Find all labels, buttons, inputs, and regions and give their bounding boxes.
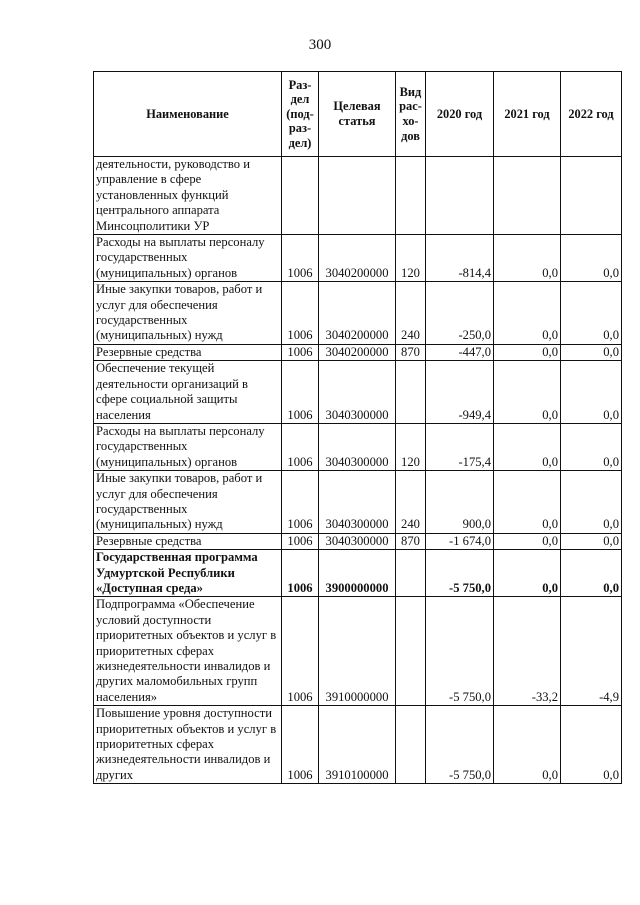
table-row (94, 471, 622, 534)
cell-name: Иные закупки товаров, работ и услуг для обеспечения государственных (муниципальных) нужд (94, 471, 282, 534)
cell-2020: -5 750,0 (426, 706, 494, 784)
cell-2020: -447,0 (426, 344, 494, 360)
cell-2020: -250,0 (426, 282, 494, 345)
cell-name: Расходы на выплаты персоналу государственных (муниципальных) органов (94, 423, 282, 470)
cell-section: 1006 (282, 550, 319, 597)
cell-2022: 0,0 (561, 361, 622, 424)
cell-2022: 0,0 (561, 471, 622, 534)
cell-expense: 120 (396, 235, 426, 282)
cell-section: 1006 (282, 533, 319, 549)
table-row (94, 423, 622, 470)
cell-section: 1006 (282, 235, 319, 282)
header-target: Целевая статья (319, 72, 396, 157)
cell-target: 3040300000 (319, 533, 396, 549)
cell-name: Повышение уровня доступности приоритетных объектов и услуг в приоритетных сферах жизнедеятельности инвалидов и других (94, 706, 282, 784)
cell-2022: 0,0 (561, 706, 622, 784)
table-row (94, 533, 622, 549)
table-row (94, 157, 622, 235)
cell-2022: 0,0 (561, 533, 622, 549)
table-row (94, 706, 622, 784)
cell-target: 3040300000 (319, 423, 396, 470)
cell-2021: 0,0 (494, 235, 561, 282)
cell-target: 3900000000 (319, 550, 396, 597)
cell-expense (396, 157, 426, 235)
table-row (94, 344, 622, 360)
cell-target (319, 157, 396, 235)
cell-2022 (561, 157, 622, 235)
cell-2021: 0,0 (494, 471, 561, 534)
cell-2021: -33,2 (494, 597, 561, 706)
page-number: 300 (308, 37, 332, 53)
cell-expense: 240 (396, 471, 426, 534)
table-body (94, 157, 622, 784)
cell-2021 (494, 157, 561, 235)
cell-2022: -4,9 (561, 597, 622, 706)
header-name: Наименование (94, 72, 282, 157)
header-expense: Вид рас- хо- дов (396, 72, 426, 157)
cell-target: 3040200000 (319, 344, 396, 360)
cell-2022: 0,0 (561, 235, 622, 282)
cell-section: 1006 (282, 423, 319, 470)
cell-2022: 0,0 (561, 423, 622, 470)
cell-2020: -949,4 (426, 361, 494, 424)
cell-2021: 0,0 (494, 282, 561, 345)
cell-2020: -5 750,0 (426, 550, 494, 597)
cell-2020: -1 674,0 (426, 533, 494, 549)
cell-2020: 900,0 (426, 471, 494, 534)
header-2021: 2021 год (494, 72, 561, 157)
cell-expense: 240 (396, 282, 426, 345)
cell-target: 3910000000 (319, 597, 396, 706)
cell-section: 1006 (282, 361, 319, 424)
cell-2021: 0,0 (494, 533, 561, 549)
cell-target: 3040300000 (319, 361, 396, 424)
cell-expense (396, 597, 426, 706)
header-row (94, 72, 622, 157)
cell-name: Подпрограмма «Обеспечение условий доступности приоритетных объектов и услуг в приоритетных сферах жизнедеятельности инвалидов и других маломобильных групп населения» (94, 597, 282, 706)
cell-2020 (426, 157, 494, 235)
cell-2020: -814,4 (426, 235, 494, 282)
cell-section (282, 157, 319, 235)
cell-2022: 0,0 (561, 282, 622, 345)
budget-table (93, 71, 622, 784)
cell-name: Иные закупки товаров, работ и услуг для обеспечения государственных (муниципальных) нужд (94, 282, 282, 345)
table-row (94, 235, 622, 282)
cell-name: Резервные средства (94, 344, 282, 360)
table-row (94, 597, 622, 706)
table-row (94, 550, 622, 597)
cell-2021: 0,0 (494, 423, 561, 470)
cell-expense (396, 361, 426, 424)
cell-name: деятельности, руководство и управление в сфере установленных функций центрального аппарата Минсоцполитики УР (94, 157, 282, 235)
header-2020: 2020 год (426, 72, 494, 157)
cell-2021: 0,0 (494, 361, 561, 424)
cell-target: 3910100000 (319, 706, 396, 784)
table-row (94, 282, 622, 345)
cell-expense: 870 (396, 344, 426, 360)
cell-2022: 0,0 (561, 344, 622, 360)
cell-2021: 0,0 (494, 344, 561, 360)
cell-name: Резервные средства (94, 533, 282, 549)
cell-name: Государственная программа Удмуртской Республики «Доступная среда» (94, 550, 282, 597)
cell-section: 1006 (282, 344, 319, 360)
cell-name: Расходы на выплаты персоналу государственных (муниципальных) органов (94, 235, 282, 282)
cell-target: 3040300000 (319, 471, 396, 534)
cell-expense (396, 550, 426, 597)
cell-expense (396, 706, 426, 784)
cell-target: 3040200000 (319, 235, 396, 282)
header-section: Раз- дел (под- раз- дел) (282, 72, 319, 157)
cell-expense: 870 (396, 533, 426, 549)
cell-2021: 0,0 (494, 550, 561, 597)
cell-section: 1006 (282, 597, 319, 706)
table-row (94, 361, 622, 424)
cell-section: 1006 (282, 706, 319, 784)
cell-section: 1006 (282, 471, 319, 534)
cell-section: 1006 (282, 282, 319, 345)
cell-name: Обеспечение текущей деятельности организаций в сфере социальной защиты населения (94, 361, 282, 424)
cell-expense: 120 (396, 423, 426, 470)
header-2022: 2022 год (561, 72, 622, 157)
cell-2021: 0,0 (494, 706, 561, 784)
cell-2022: 0,0 (561, 550, 622, 597)
cell-2020: -5 750,0 (426, 597, 494, 706)
cell-target: 3040200000 (319, 282, 396, 345)
cell-2020: -175,4 (426, 423, 494, 470)
